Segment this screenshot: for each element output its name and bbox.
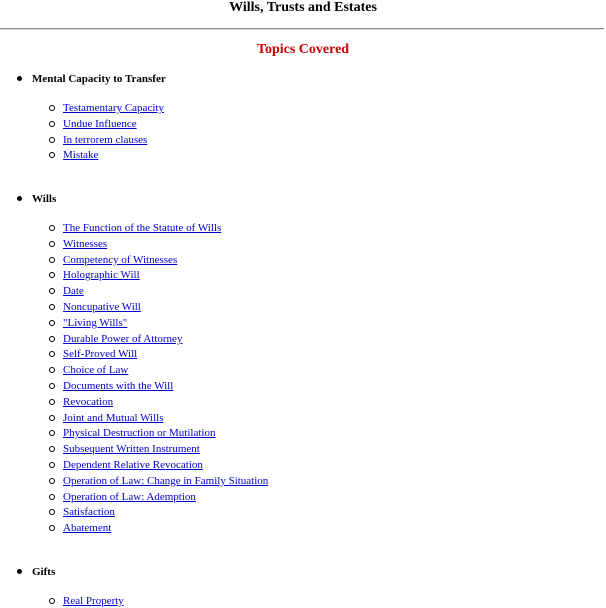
topic-link[interactable]: Physical Destruction or Mutilation [63, 427, 216, 440]
item-bullet [49, 225, 55, 231]
topic-link[interactable]: Documents with the Will [63, 380, 174, 392]
list-item [63, 396, 113, 409]
topic-link[interactable]: Witnesses [63, 237, 108, 250]
item-bullet [49, 137, 55, 143]
item-bullet [49, 509, 55, 515]
item-bullet [49, 336, 55, 342]
list-item [63, 427, 215, 440]
section-bullet [17, 569, 22, 574]
topic-link[interactable]: Subsequent Written Instrument [63, 443, 200, 456]
topic-link[interactable]: Mistake [63, 149, 99, 162]
list-item [63, 317, 127, 330]
topic-link[interactable]: Satisfaction [63, 506, 115, 519]
item-bullet [49, 257, 55, 263]
list-item [63, 301, 141, 314]
item-bullet [49, 121, 55, 127]
item-bullet [49, 462, 55, 468]
topic-link[interactable]: Noncupative Will [63, 301, 141, 313]
topics-heading: Topics Covered [256, 42, 350, 57]
topic-link[interactable]: In terrorem clauses [63, 133, 148, 146]
list-item [63, 491, 196, 504]
topic-link[interactable]: "Living Wills" [63, 316, 128, 329]
list-item [63, 102, 164, 115]
item-bullet [49, 598, 55, 604]
section-heading: Gifts [32, 566, 56, 578]
list-item [63, 118, 137, 131]
item-bullet [49, 304, 55, 310]
item-bullet [49, 105, 55, 111]
item-bullet [49, 478, 55, 484]
page-title: Wills, Trusts and Estates [229, 0, 377, 15]
topic-link[interactable]: Dependent Relative Revocation [63, 459, 203, 471]
list-item [63, 348, 137, 361]
list-item [63, 595, 124, 608]
topic-link[interactable]: Abatement [63, 522, 112, 535]
topic-link[interactable]: Testamentary Capacity [63, 102, 164, 114]
item-bullet [49, 383, 55, 389]
item-bullet [49, 288, 55, 294]
list-item [63, 222, 221, 235]
topic-link[interactable]: Date [63, 285, 84, 298]
topic-link[interactable]: Undue Influence [63, 117, 137, 130]
topic-link[interactable]: Holographic Will [63, 269, 140, 282]
topic-link[interactable]: Choice of Law [63, 364, 129, 377]
list-item [63, 269, 140, 282]
topic-link[interactable]: Revocation [63, 395, 114, 408]
list-item [63, 443, 200, 456]
item-bullet [49, 241, 55, 247]
section-bullet [17, 76, 22, 81]
list-item [63, 285, 84, 298]
list-item [63, 134, 147, 147]
topic-link[interactable]: Real Property [63, 595, 124, 607]
list-item [63, 364, 128, 377]
item-bullet [49, 494, 55, 500]
section-heading: Mental Capacity to Transfer [32, 73, 166, 85]
item-bullet [49, 272, 55, 278]
item-bullet [49, 399, 55, 405]
item-bullet [49, 367, 55, 373]
list-item [63, 506, 115, 519]
item-bullet [49, 525, 55, 531]
topic-link[interactable]: Operation of Law: Ademption [63, 490, 196, 503]
topic-link[interactable]: Self-Proved Will [63, 348, 138, 361]
item-bullet [49, 351, 55, 357]
section-heading: Wills [32, 193, 57, 205]
list-item [63, 522, 111, 535]
topic-link[interactable]: Durable Power of Attorney [63, 332, 183, 345]
list-item [63, 412, 164, 425]
item-bullet [49, 446, 55, 452]
topic-link[interactable]: The Function of the Statute of Wills [63, 222, 222, 234]
list-item [63, 149, 98, 162]
topic-link[interactable]: Joint and Mutual Wills [63, 411, 164, 424]
section-bullet [17, 196, 22, 201]
list-item [63, 459, 203, 472]
list-item [63, 380, 173, 393]
list-item [63, 238, 107, 251]
topic-link[interactable]: Operation of Law: Change in Family Situation [63, 474, 269, 487]
item-bullet [49, 430, 55, 436]
list-item [63, 475, 268, 488]
list-item [63, 333, 182, 346]
item-bullet [49, 152, 55, 158]
item-bullet [49, 320, 55, 326]
topic-link[interactable]: Competency of Witnesses [63, 253, 178, 266]
list-item [63, 254, 177, 267]
item-bullet [49, 415, 55, 421]
divider [0, 28, 604, 30]
